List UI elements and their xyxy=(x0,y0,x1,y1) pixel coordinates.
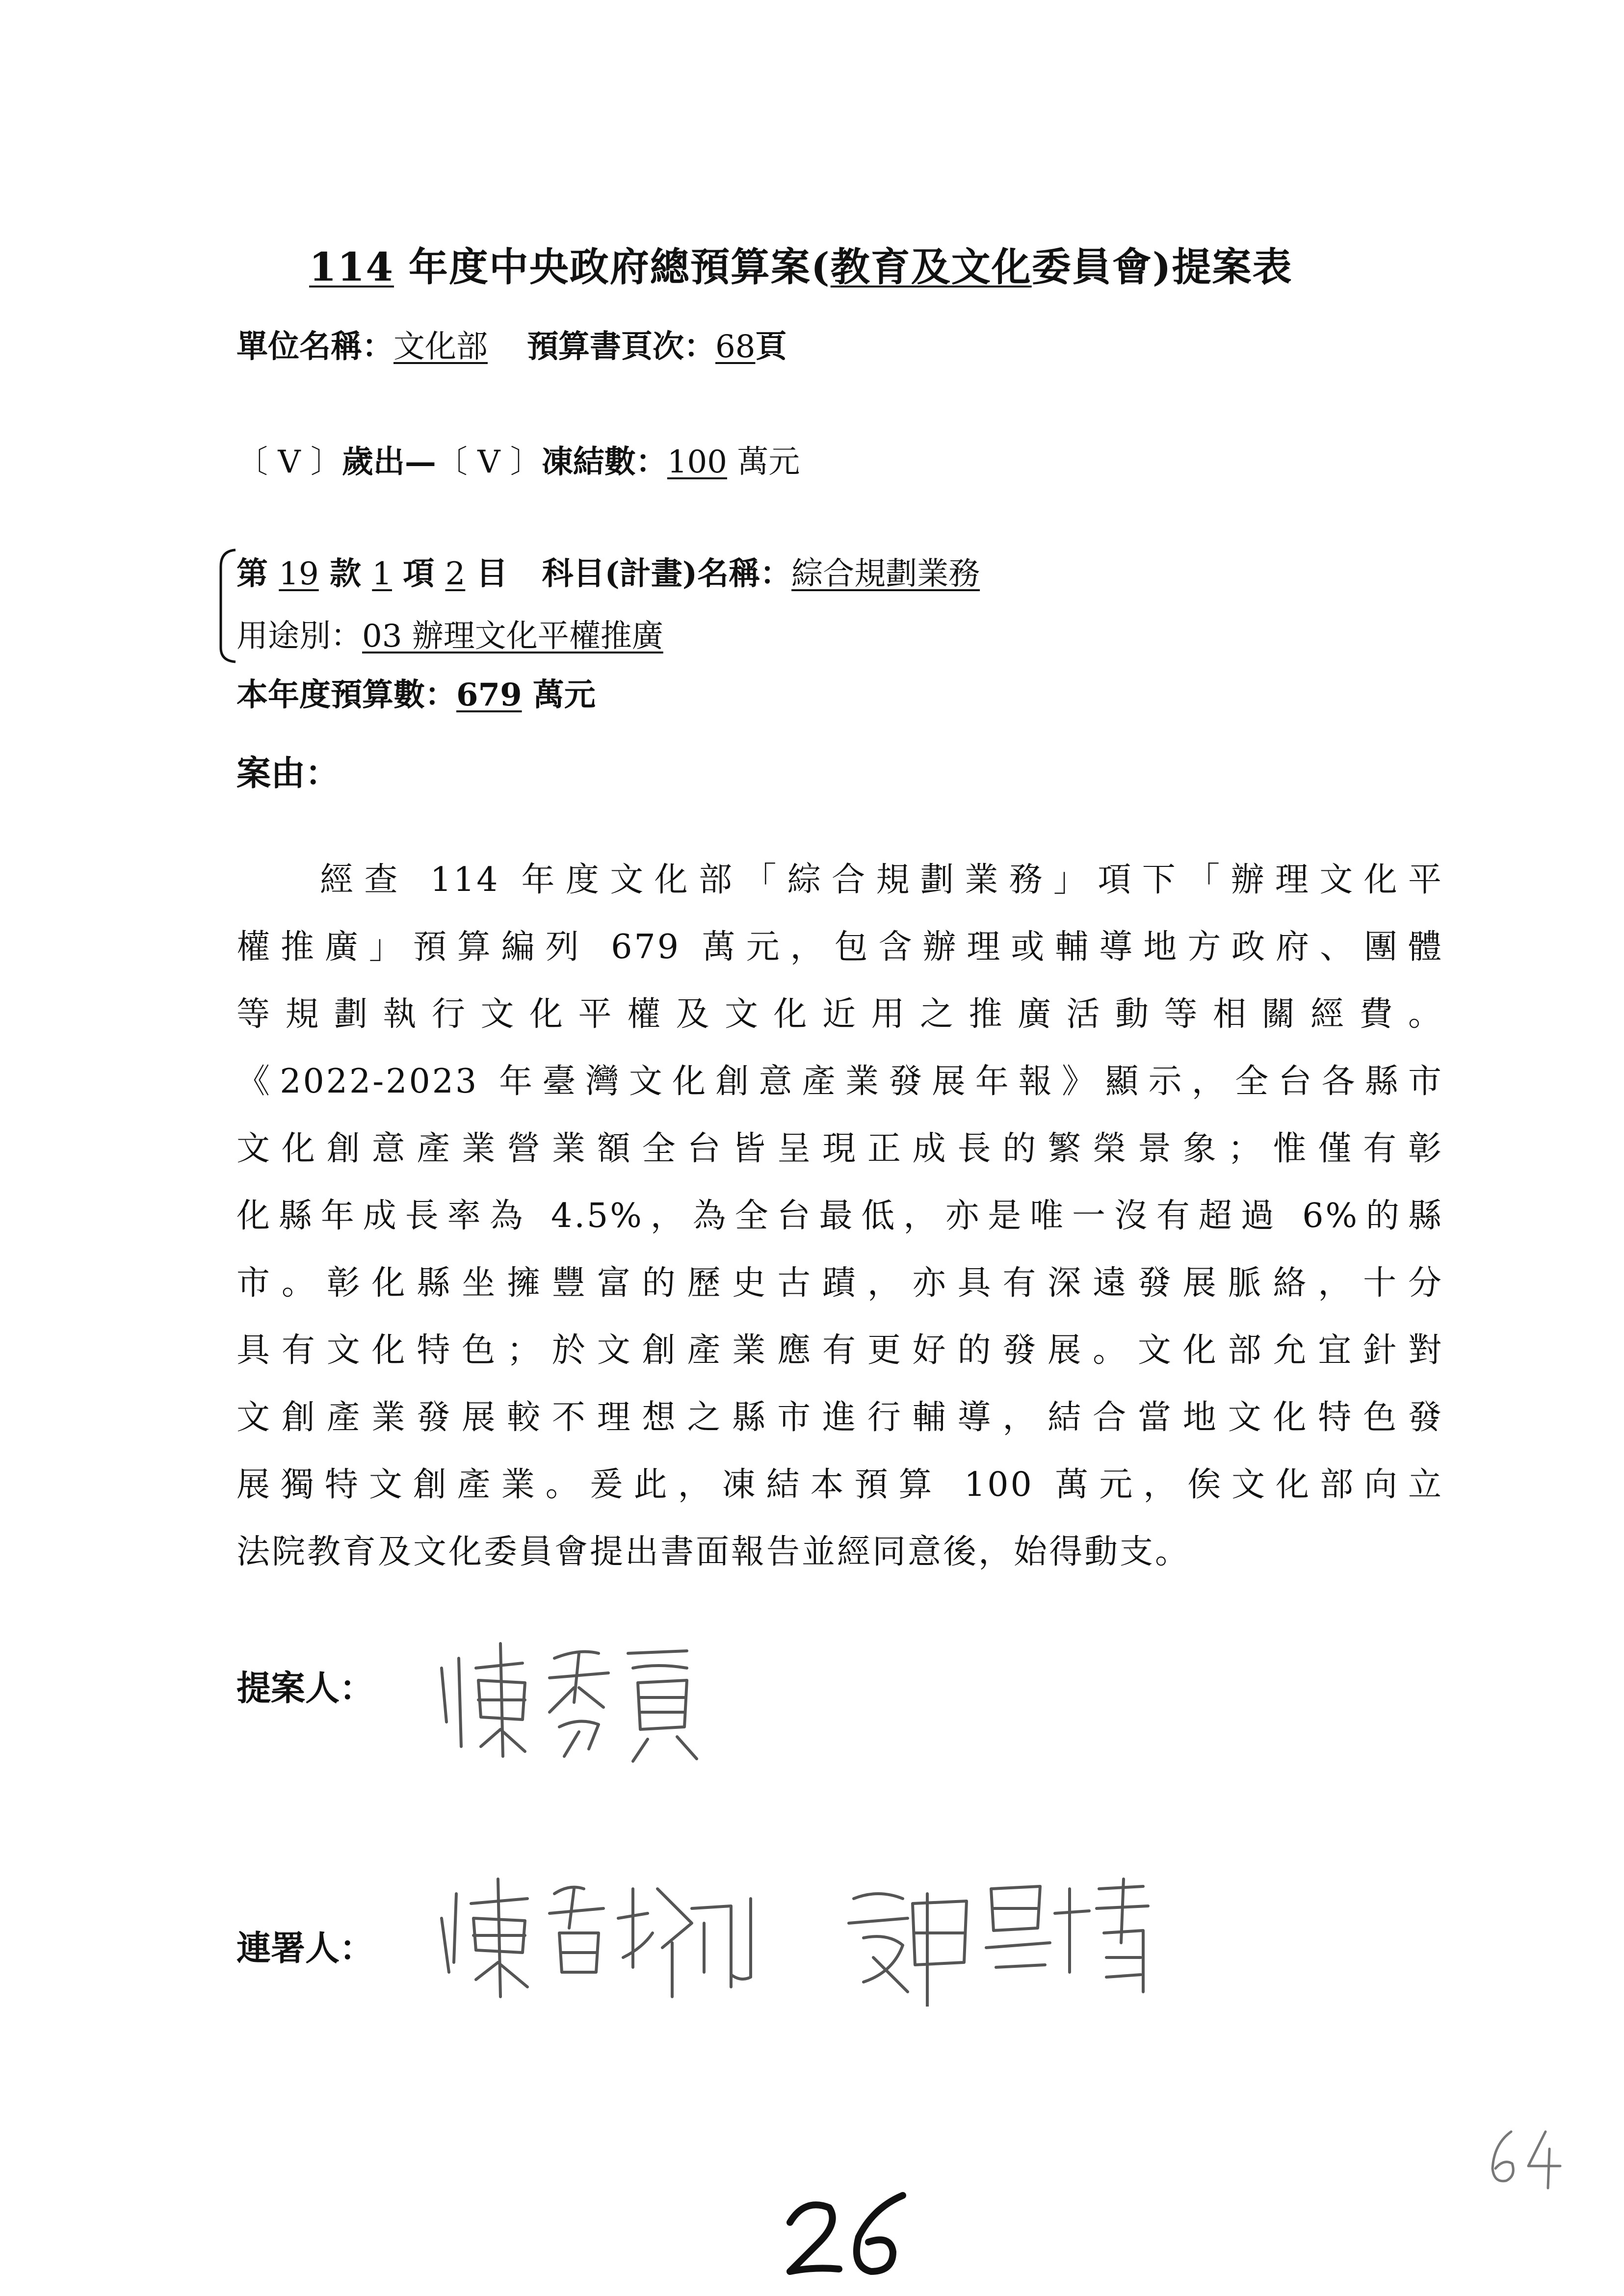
usage-label: 用途別： xyxy=(236,618,362,654)
budget-line xyxy=(236,670,596,715)
unit-line xyxy=(236,321,786,366)
title-pre: 年度中央政府總預算案( xyxy=(394,244,831,290)
body-line: 文化創意產業營業額全台皆呈現正成長的繁榮景象；惟僅有彰 xyxy=(236,1129,1443,1168)
mu-label: 目 xyxy=(465,555,508,592)
body-line: 經查 114 年度文化部「綜合規劃業務」項下「辦理文化平 xyxy=(320,861,1443,899)
reason-label: 案由： xyxy=(236,753,340,793)
body-line: 法院教育及文化委員會提出書面報告並經同意後，始得動支。 xyxy=(236,1533,1191,1571)
page-value: 68 xyxy=(715,329,756,365)
kuan-value: 19 xyxy=(279,556,319,592)
usage-value: 03 辦理文化平權推廣 xyxy=(362,618,663,654)
page-title xyxy=(309,235,1293,292)
body-line: 文創產業發展較不理想之縣市進行輔導，結合當地文化特色發 xyxy=(236,1398,1443,1437)
budget-amount: 679 xyxy=(456,677,522,713)
frozen-label: 凍結數： xyxy=(541,444,667,480)
expense-label: 歲出— xyxy=(341,444,436,480)
kuan-prefix: 第 xyxy=(236,555,279,592)
usage-line xyxy=(236,611,663,656)
corner-page-number xyxy=(1482,2124,1570,2193)
bracket-decoration xyxy=(211,547,240,665)
mu-value: 2 xyxy=(445,556,466,592)
frozen-amount: 100 xyxy=(667,444,727,480)
proposer-label: 提案人： xyxy=(236,1668,374,1708)
check-expense: 〔 V 〕 xyxy=(236,444,342,480)
budget-unit: 萬元 xyxy=(522,677,596,713)
frozen-line xyxy=(236,437,800,482)
subject-value: 綜合規劃業務 xyxy=(791,556,980,592)
reason-body xyxy=(236,846,1443,1586)
frozen-unit: 萬元 xyxy=(727,444,800,480)
budget-label: 本年度預算數： xyxy=(236,677,456,713)
page-unit: 頁 xyxy=(755,328,787,365)
xiang-value: 1 xyxy=(372,556,392,592)
cosigner-label: 連署人： xyxy=(236,1928,374,1968)
cosigner-signatures xyxy=(437,1859,1163,2007)
title-year: 114 xyxy=(309,244,394,290)
body-line: 等規劃執行文化平權及文化近用之推廣活動等相關經費。 xyxy=(236,995,1443,1034)
body-line: 展獨特文創產業。爰此，凍結本預算 100 萬元，俟文化部向立 xyxy=(236,1465,1443,1504)
body-line: 化縣年成長率為 4.5%，為全台最低，亦是唯一沒有超過 6%的縣 xyxy=(236,1197,1443,1235)
handwritten-page-number xyxy=(775,2188,922,2286)
unit-value: 文化部 xyxy=(393,329,488,365)
page-label: 預算書頁次： xyxy=(527,328,715,365)
kuan-label: 款 xyxy=(318,555,372,592)
xiang-label: 項 xyxy=(392,555,445,592)
item-line xyxy=(236,548,980,594)
subject-label: 科目(計畫)名稱： xyxy=(542,555,792,592)
unit-label: 單位名稱： xyxy=(236,328,393,365)
title-committee: 教育及文化 xyxy=(830,244,1032,290)
body-line: 具有文化特色；於文創產業應有更好的發展。文化部允宜針對 xyxy=(236,1331,1443,1370)
check-frozen: 〔 V 〕 xyxy=(436,444,542,480)
body-line: 《2022-2023 年臺灣文化創意產業發展年報》顯示，全台各縣市 xyxy=(236,1062,1443,1101)
body-line: 權推廣」預算編列 679 萬元，包含辦理或輔導地方政府、團體 xyxy=(236,928,1443,966)
title-post: 委員會)提案表 xyxy=(1031,244,1293,290)
body-line: 市。彰化縣坐擁豐富的歷史古蹟，亦具有深遠發展脈絡，十分 xyxy=(236,1264,1443,1303)
proposer-signature xyxy=(432,1634,726,1771)
